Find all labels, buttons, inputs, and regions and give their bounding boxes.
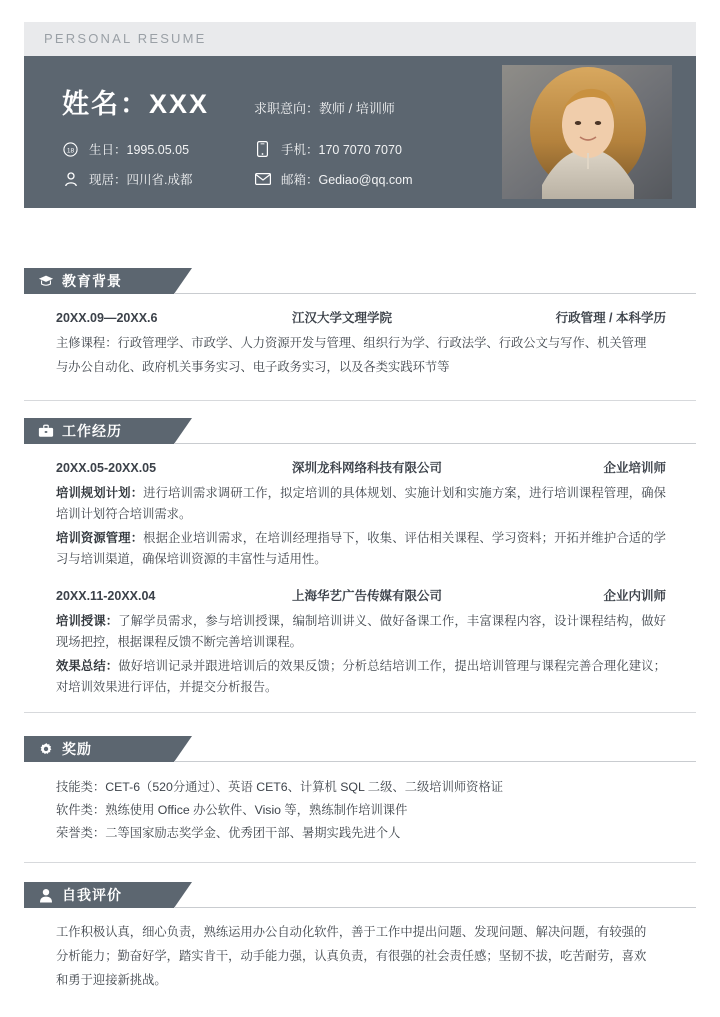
section-self-body <box>24 908 696 991</box>
section-work <box>24 418 696 701</box>
section-awards-title: 奖励 <box>62 741 92 757</box>
section-awards <box>24 736 696 845</box>
avatar <box>502 65 672 199</box>
work-org: 深圳龙科网络科技有限公司 <box>292 461 443 475</box>
work-item-lead: 培训规划计划： <box>56 486 144 500</box>
section-education-title: 教育背景 <box>62 273 122 289</box>
header-main <box>24 56 696 208</box>
work-item <box>56 483 666 525</box>
contact-email <box>254 170 413 188</box>
work-date: 20XX.05-20XX.05 <box>56 461 157 475</box>
work-entry-head <box>56 586 666 604</box>
graduation-icon <box>38 273 54 289</box>
svg-text:18: 18 <box>66 146 75 154</box>
section-self-rule <box>174 907 696 908</box>
work-role: 企业内训师 <box>603 589 666 603</box>
section-self-ribbon <box>24 882 174 908</box>
section-education-ribbon <box>24 268 174 294</box>
section-work-rule <box>174 443 696 444</box>
work-item <box>56 656 666 698</box>
contact-location-label: 现居：四川省.成都 <box>89 173 193 187</box>
divider <box>24 862 696 863</box>
self-line-1: 工作积极认真，细心负责，熟练运用办公自动化软件，善于工作中提出问题、发现问题、解决问题，有较强的 <box>56 925 647 939</box>
section-work-ribbon <box>24 418 174 444</box>
work-role: 企业培训师 <box>603 461 666 475</box>
section-awards-ribbon <box>24 736 174 762</box>
contact-row <box>62 140 492 158</box>
work-item-text: 了解学员需求，参与培训授课，编制培训讲义、做好备课工作，丰富课程内容，设计课程结构，做好现场把控，根据课程反馈不断完善培训课程。 <box>56 614 666 649</box>
contact-phone-label: 手机：170 7070 7070 <box>281 143 402 157</box>
self-line-3: 和勇于迎接新挑战。 <box>56 973 167 987</box>
section-education-body <box>24 294 696 378</box>
person-icon <box>38 887 54 903</box>
education-role: 行政管理 / 本科学历 <box>555 311 666 325</box>
work-item-text: 进行培训需求调研工作，拟定培训的具体规划、实施计划和实施方案，进行培训课程管理，确保培训计划符合培训需求。 <box>56 486 666 521</box>
section-self-title: 自我评价 <box>62 887 122 903</box>
contact-email-label: 邮箱：Gediao@qq.com <box>281 173 413 187</box>
email-icon <box>254 171 271 188</box>
job-objective: 求职意向：教师 / 培训师 <box>254 101 395 116</box>
education-courses-line-1: 主修课程：行政管理学、市政学、人力资源开发与管理、组织行为学、行政法学、行政公文与写作、机关管理 <box>56 336 647 350</box>
education-courses-line-2: 与办公自动化、政府机关事务实习、电子政务实习，以及各类实践环节等 <box>56 360 450 374</box>
awards-line: 技能类：CET-6（520分通过）、英语 CET6、计算机 SQL 二级、二级培训师资格证 <box>56 780 504 794</box>
work-date: 20XX.11-20XX.04 <box>56 589 156 603</box>
location-icon <box>62 171 79 188</box>
section-work-body <box>24 444 696 698</box>
contact-grid <box>62 140 492 200</box>
work-entry-head <box>56 458 666 476</box>
work-job <box>56 458 666 570</box>
work-item <box>56 611 666 653</box>
section-awards-body <box>24 762 696 845</box>
gear-icon <box>38 741 54 757</box>
spacer <box>56 573 666 586</box>
eyebrow-text: PERSONAL RESUME <box>44 31 207 46</box>
education-date: 20XX.09—20XX.6 <box>56 311 158 325</box>
education-org: 江汉大学文理学院 <box>292 311 393 325</box>
header-eyebrow-bar <box>24 22 696 56</box>
briefcase-icon <box>38 423 54 439</box>
section-self-evaluation <box>24 882 696 994</box>
contact-location <box>62 170 254 188</box>
work-item-lead: 培训授课： <box>56 614 119 628</box>
section-education-rule <box>174 293 696 294</box>
work-org: 上海华艺广告传媒有限公司 <box>292 589 443 603</box>
phone-icon <box>254 141 271 158</box>
divider <box>24 712 696 713</box>
work-job <box>56 586 666 698</box>
work-item-lead: 培训资源管理： <box>56 531 144 545</box>
contact-row <box>62 170 492 188</box>
work-item-text: 做好培训记录并跟进培训后的效果反馈；分析总结培训工作，提出培训管理与课程完善合理化建议；对培训效果进行评估，并提交分析报告。 <box>56 659 666 694</box>
contact-birthday-label: 生日：1995.05.05 <box>89 143 190 157</box>
awards-line: 荣誉类：二等国家励志奖学金、优秀团干部、暑期实践先进个人 <box>56 826 401 840</box>
work-item-text: 根据企业培训需求，在培训经理指导下，收集、评估相关课程、学习资料；开拓并维护合适的学习与培训渠道，确保培训资源的丰富性与适用性。 <box>56 531 666 566</box>
awards-line: 软件类：熟练使用 Office 办公软件、Visio 等，熟练制作培训课件 <box>56 803 408 817</box>
contact-phone <box>254 140 402 158</box>
section-work-title: 工作经历 <box>62 423 122 439</box>
work-item-lead: 效果总结： <box>56 659 119 673</box>
education-entry-head <box>56 308 666 326</box>
contact-birthday <box>62 140 254 158</box>
divider <box>24 400 696 401</box>
page-title: 姓名：XXX <box>62 89 210 119</box>
work-item <box>56 528 666 570</box>
section-education <box>24 268 696 381</box>
birthday-icon <box>62 141 79 158</box>
self-line-2: 分析能力；勤奋好学，踏实肯干，动手能力强，认真负责，有很强的社会责任感；坚韧不拔，吃苦耐劳，喜欢 <box>56 949 647 963</box>
section-awards-rule <box>174 761 696 762</box>
